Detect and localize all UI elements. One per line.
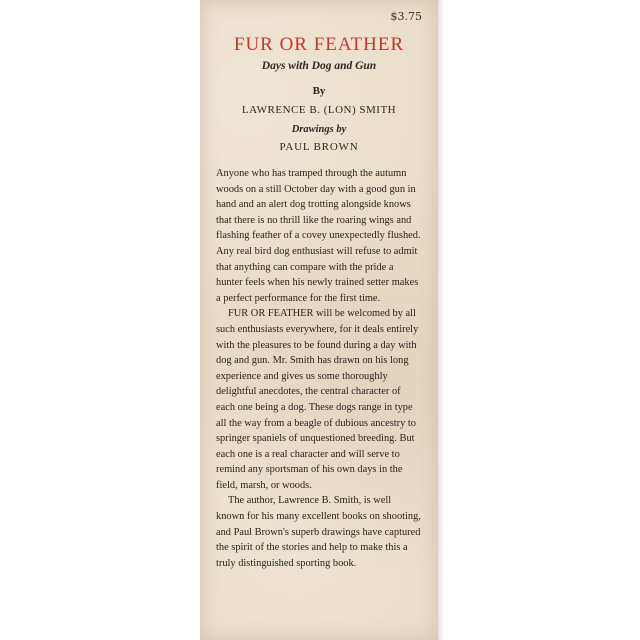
book-subtitle: Days with Dog and Gun <box>261 60 377 72</box>
flap-description <box>216 166 422 571</box>
book-title: FUR OR FEATHER <box>233 34 405 55</box>
description-paragraph-3: The author, Lawrence B. Smith, is well known for his many excellent books on shooting, and Paul Brown's superb drawings have captured the spirit of the stories and help to make this a truly distinguished sporting book. <box>216 495 421 569</box>
price-label: $3.75 <box>390 10 422 23</box>
description-paragraph-1: Anyone who has tramped through the autumn woods on a still October day with a good gun in hand and an alert dog trotting alongside knows that there is no thrill like the roaring wings and flashing feather of a covey unexpectedly flushed. Any real bird dog enthusiast will refuse to admit that anything can compare with the pride a hunter feels when his newly trained setter makes a perfect performance for the first time. <box>216 168 421 304</box>
flap-edge-shadow <box>438 0 444 640</box>
illustrator-name: PAUL BROWN <box>279 141 359 153</box>
drawings-label: Drawings by <box>291 124 347 135</box>
by-label: By <box>312 85 326 97</box>
author-name: LAWRENCE B. (LON) SMITH <box>241 104 397 116</box>
dust-jacket-flap <box>200 0 438 640</box>
description-paragraph-2: FUR OR FEATHER will be welcomed by all such enthusiasts everywhere, for it deals entirely with the pleasures to be found during a day with dog and gun. Mr. Smith has drawn on his long experience and gives us some thoroughly delightful anecdotes, the central character of each one being a dog. These dogs range in type all the way from a beagle of dubious ancestry to springer spaniels of unquestioned breeding. But each one is a real character and will serve to remind any sportsman of his own days in the field, marsh, or woods. <box>216 308 419 491</box>
